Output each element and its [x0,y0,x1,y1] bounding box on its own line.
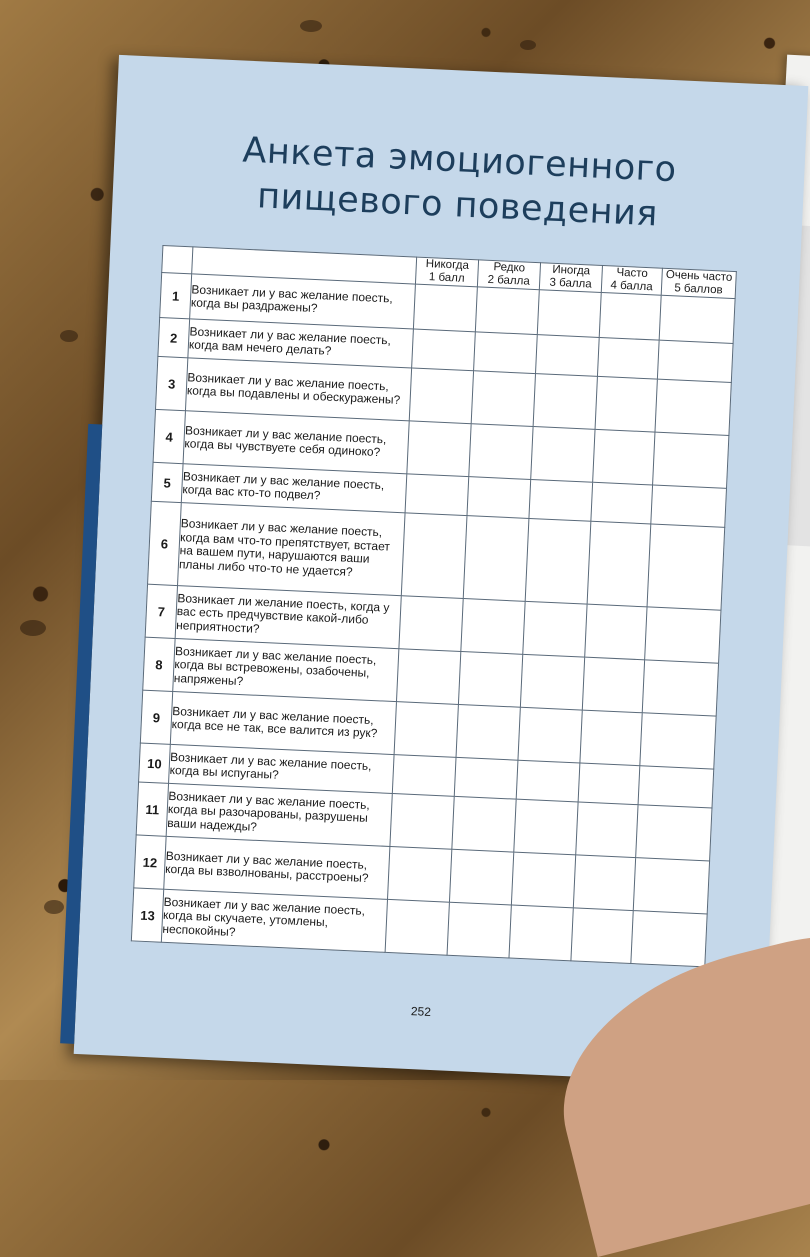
question-number: 5 [151,462,183,502]
answer-cell-5[interactable] [640,713,716,769]
answer-cell-2[interactable] [471,371,535,427]
answer-cell-5[interactable] [647,524,725,610]
question-number: 8 [143,637,175,691]
question-text: Возникает ли у вас желание поесть, когда вы испуганы? [169,744,395,793]
answer-cell-4[interactable] [571,908,633,964]
question-text: Возникает ли у вас желание поесть, когда вы разочарованы, разрушены ваши надежды? [166,783,392,846]
answer-cell-4[interactable] [578,763,640,805]
answer-cell-5[interactable] [659,295,735,343]
question-number: 4 [153,409,185,463]
question-number: 9 [140,690,172,744]
answer-cell-4[interactable] [585,604,647,660]
answer-cell-3[interactable] [533,374,597,430]
page-number: 252 [410,1004,432,1019]
answer-cell-4[interactable] [573,855,635,911]
answer-cell-2[interactable] [461,599,525,655]
answer-cell-2[interactable] [449,849,513,905]
header-rating-5: Очень часто 5 баллов [661,268,736,298]
answer-cell-2[interactable] [447,902,511,958]
answer-cell-3[interactable] [525,518,591,604]
questionnaire-table [131,245,737,967]
answer-cell-1[interactable] [401,513,467,599]
question-number: 6 [148,501,182,585]
question-text: Возникает ли у вас желание поесть, когда вас кто-то подвел? [181,464,407,513]
question-text: Возникает ли у вас желание поесть, когда все не так, все валится из рук? [170,691,396,754]
answer-cell-4[interactable] [580,710,642,766]
question-text: Возникает ли у вас желание поесть, когда вы встревожены, озабочены, напряжены? [173,639,399,702]
answer-cell-1[interactable] [407,421,471,477]
answer-cell-2[interactable] [474,332,538,374]
answer-cell-3[interactable] [531,427,595,483]
question-text: Возникает ли у вас желание поесть, когда вам что-то препятствует, встает на вашем пути, нарушаются ваши планы либо что-то не удается? [178,503,406,596]
title-line-2: пищевого поведения [256,176,659,235]
header-rating-4: Часто 4 балла [601,266,662,296]
answer-cell-5[interactable] [642,660,718,716]
answer-cell-5[interactable] [651,485,727,527]
answer-cell-2[interactable] [456,704,520,760]
question-text: Возникает ли желание поесть, когда у вас есть предчувствие какой-либо неприятности? [175,586,401,649]
answer-cell-1[interactable] [405,474,469,516]
question-text: Возникает ли у вас желание поесть, когда вы скучаете, утомлены, неспокойны? [161,889,387,952]
answer-cell-3[interactable] [529,479,593,521]
answer-cell-1[interactable] [409,368,473,424]
answer-cell-4[interactable] [576,802,638,858]
answer-cell-5[interactable] [636,805,712,861]
answer-cell-3[interactable] [536,335,600,377]
answer-cell-2[interactable] [452,796,516,852]
header-rating-1: Никогда 1 балл [415,257,478,287]
answer-cell-4[interactable] [597,337,659,379]
answer-cell-5[interactable] [633,858,709,914]
answer-cell-2[interactable] [469,424,533,480]
answer-cell-1[interactable] [390,794,454,850]
page-title [112,123,805,244]
answer-cell-5[interactable] [653,432,729,488]
answer-cell-2[interactable] [454,757,518,799]
question-text: Возникает ли у вас желание поесть, когда вам нечего делать? [188,319,414,368]
question-number: 1 [160,273,192,319]
answer-cell-4[interactable] [593,429,655,485]
question-text: Возникает ли у вас желание поесть, когда вы подавлены и обескуражены? [185,358,411,421]
header-blank-cell [162,246,193,274]
answer-cell-1[interactable] [413,284,477,332]
answer-cell-1[interactable] [396,649,460,705]
answer-cell-1[interactable] [412,329,476,371]
answer-cell-5[interactable] [645,607,721,663]
question-number: 12 [134,835,166,889]
answer-cell-4[interactable] [599,292,661,340]
answer-cell-5[interactable] [655,379,731,435]
answer-cell-3[interactable] [511,852,575,908]
answer-cell-4[interactable] [591,482,653,524]
answer-cell-3[interactable] [523,601,587,657]
answer-cell-5[interactable] [657,340,733,382]
answer-cell-3[interactable] [520,654,584,710]
question-number: 13 [131,888,163,942]
table-body [131,273,735,967]
answer-cell-1[interactable] [385,899,449,955]
question-number: 7 [145,584,177,638]
answer-cell-2[interactable] [463,516,529,602]
question-number: 2 [158,317,190,357]
answer-cell-3[interactable] [537,290,601,338]
answer-cell-4[interactable] [587,521,651,607]
answer-cell-5[interactable] [631,911,707,967]
question-number: 3 [155,356,187,410]
answer-cell-1[interactable] [399,596,463,652]
answer-cell-3[interactable] [509,905,573,961]
question-text: Возникает ли у вас желание поесть, когда вы взволнованы, расстроены? [164,836,390,899]
answer-cell-2[interactable] [467,477,531,519]
answer-cell-4[interactable] [595,376,657,432]
question-text: Возникает ли у вас желание поесть, когда вы раздражены? [190,274,416,329]
answer-cell-1[interactable] [388,846,452,902]
answer-cell-4[interactable] [582,657,644,713]
answer-cell-3[interactable] [518,707,582,763]
answer-cell-3[interactable] [516,760,580,802]
answer-cell-1[interactable] [392,755,456,797]
answer-cell-5[interactable] [638,766,714,808]
header-rating-2: Редко 2 балла [477,260,540,290]
answer-cell-2[interactable] [458,651,522,707]
title-line-1: Анкета эмоциогенного [241,130,678,191]
book-page [74,55,809,1085]
answer-cell-1[interactable] [394,702,458,758]
question-number: 11 [136,782,168,836]
answer-cell-3[interactable] [514,799,578,855]
answer-cell-2[interactable] [475,287,539,335]
question-number: 10 [139,743,171,783]
header-rating-3: Иногда 3 балла [539,263,602,293]
question-text: Возникает ли у вас желание поесть, когда вы чувствуете себя одиноко? [183,411,409,474]
book-cover-edge [60,424,102,1044]
